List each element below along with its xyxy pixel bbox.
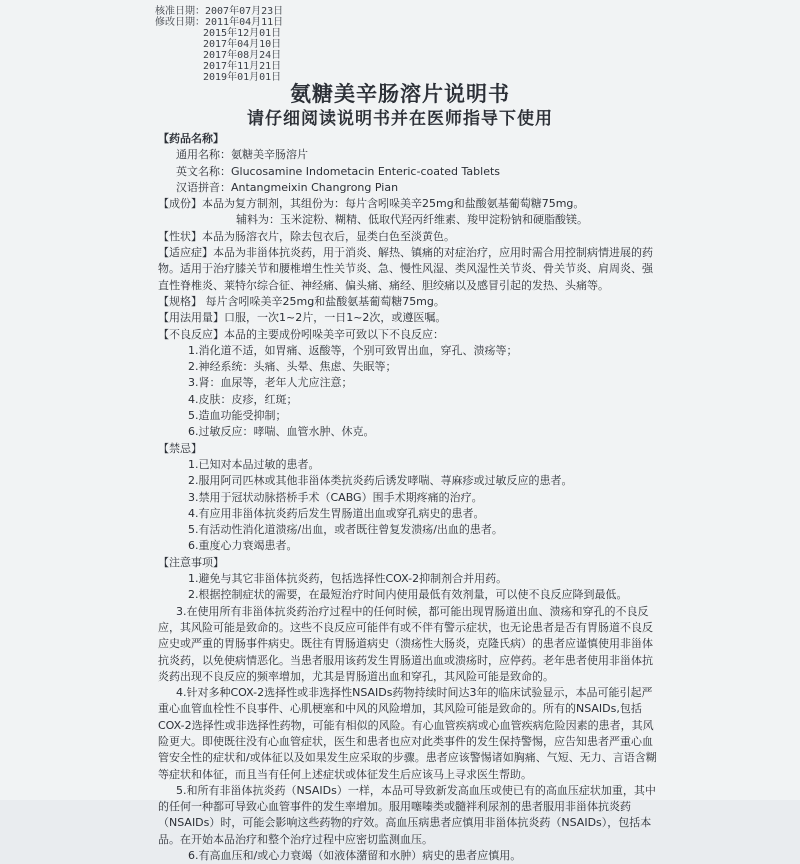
composition-line: 【成份】本品为复方制剂，其组份为：每片含吲哚美辛25mg和盐酸氨基葡萄糖75mg。 bbox=[158, 197, 585, 211]
list-item: 1.已知对本品过敏的患者。 bbox=[188, 457, 320, 471]
document-title: 氨糖美辛肠溶片说明书 bbox=[290, 82, 510, 106]
list-item: 3.禁用于冠状动脉搭桥手术（CABG）围手术期疼痛的治疗。 bbox=[188, 490, 483, 504]
pinyin-name: 汉语拼音：Antangmeixin Changrong Pian bbox=[176, 180, 399, 194]
list-item: 2.服用阿司匹林或其他非甾体类抗炎药后诱发哮喘、荨麻疹或过敏反应的患者。 bbox=[188, 474, 573, 488]
list-item: 2.根据控制症状的需要，在最短治疗时间内使用最低有效剂量，可以使不良反应降到最低。 bbox=[188, 588, 628, 602]
revision-date: 2017年08月24日 bbox=[203, 50, 282, 61]
list-item: 5.有活动性消化道溃疡/出血，或者既往曾复发溃疡/出血的患者。 bbox=[188, 523, 503, 537]
contraindications-header: 【禁忌】 bbox=[158, 441, 202, 455]
list-item: 1.避免与其它非甾体抗炎药，包括选择性COX-2抑制剂合并用药。 bbox=[188, 572, 508, 586]
section-header-drug-name: 【药品名称】 bbox=[158, 132, 224, 145]
revision-date: 2019年01月01日 bbox=[203, 72, 282, 83]
list-item: 6.重度心力衰竭患者。 bbox=[188, 539, 298, 553]
approval-date: 核准日期：2007年07月23日 bbox=[155, 6, 284, 17]
precautions-header: 【注意事项】 bbox=[158, 555, 224, 569]
english-name: 英文名称：Glucosamine Indometacin Enteric-coated Tablets bbox=[176, 164, 501, 178]
list-item: 2.神经系统：头痛、头晕、焦虑、失眠等； bbox=[188, 360, 397, 374]
list-item: 5.和所有非甾体抗炎药（NSAIDs）一样，本品可导致新发高血压或使已有的高血压症状加重，其中的任何一种都可导致心血管事件的发生率增加。服用噻嗪类或髓袢利尿剂的患者服用非甾体抗炎药（NSAIDs）时，可能会影响这些药物的疗效。高血压病患者应慎用非甾体抗炎药（NSAIDs），包括本品。在开始本品治疗和整个治疗过程中应密切监测血压。 bbox=[158, 783, 656, 846]
dosage-section: 【用法用量】口服，一次1~2片，一日1~2次，或遵医嘱。 bbox=[158, 311, 447, 325]
adverse-reactions-header: 【不良反应】本品的主要成份吲哚美辛可致以下不良反应： bbox=[158, 327, 444, 341]
indications-section: 【适应症】本品为非甾体抗炎药，用于消炎、解热、镇痛的对症治疗，应用时需合用控制病情进展的药物。适用于治疗膝关节和腰椎增生性关节炎、急、慢性风湿、类风湿性关节炎、骨关节炎、肩周炎、强直性脊椎炎、莱特尔综合征、神经痛、偏头痛、痛经、胆绞痛以及感冒引起的发热、头痛等。 bbox=[158, 246, 653, 292]
list-item: 6.有高血压和/或心力衰竭（如液体潴留和水肿）病史的患者应慎用。 bbox=[188, 849, 522, 863]
document-body bbox=[158, 131, 658, 864]
list-item: 5.造血功能受抑制； bbox=[188, 409, 287, 423]
character-section: 【性状】本品为肠溶衣片，除去包衣后，显类白色至淡黄色。 bbox=[158, 229, 455, 243]
common-name: 通用名称：氨糖美辛肠溶片 bbox=[176, 148, 308, 162]
revision-date: 修改日期：2011年04月11日 bbox=[155, 17, 284, 28]
list-item: 4.针对多种COX-2选择性或非选择性NSAIDs药物持续时间达3年的临床试验显示，本品可能引起严重心血管血栓性不良事件、心肌梗塞和中风的风险增加，其风险可能是致命的。所有的NSAIDs,包括COX-2选择性或非选择性药物，可能有相似的风险。有心血管疾病或心血管疾病危险因素的患者，其风险更大。即使既往没有心血管症状，医生和患者也应对此类事件的发生保持警惕，应告知患者严重心血管安全性的症状和/或体征以及如果发生应采取的步骤。患者应该警惕诸如胸痛、气短、无力、言语含糊等症状和体征，而且当有任何上述症状或体征发生后应该马上寻求医生帮助。 bbox=[158, 686, 657, 781]
revision-date: 2017年04月10日 bbox=[203, 39, 282, 50]
list-item: 6.过敏反应：哮喘、血管水肿、休克。 bbox=[188, 425, 375, 439]
list-item: 3.在使用所有非甾体抗炎药治疗过程中的任何时候，都可能出现胃肠道出血、溃疡和穿孔的不良反应，其风险可能是致命的。这些不良反应可能伴有或不伴有警示症状，也无论患者是否有胃肠道不良反应史或严重的胃肠事件病史。既往有胃肠道病史（溃疡性大肠炎，克隆氏病）的患者应谨慎使用非甾体抗炎药，以免使病情恶化。当患者服用该药发生胃肠道出血或溃疡时，应停药。老年患者使用非甾体抗炎药出现不良反应的频率增加，尤其是胃肠道出血和穿孔，其风险可能是致命的。 bbox=[158, 604, 653, 683]
specification-section: 【规格】 每片含吲哚美辛25mg和盐酸氨基葡萄糖75mg。 bbox=[158, 294, 445, 308]
document-subtitle: 请仔细阅读说明书并在医师指导下使用 bbox=[247, 109, 553, 129]
revision-date: 2017年11月21日 bbox=[203, 61, 282, 72]
revision-dates bbox=[155, 6, 283, 83]
list-item: 4.有应用非甾体抗炎药后发生胃肠道出血或穿孔病史的患者。 bbox=[188, 506, 485, 520]
list-item: 4.皮肤：皮疹，红斑； bbox=[188, 392, 298, 406]
list-item: 1.消化道不适，如胃痛、返酸等，个别可致胃出血，穿孔、溃疡等； bbox=[188, 343, 518, 357]
revision-date: 2015年12月01日 bbox=[203, 28, 282, 39]
list-item: 3.肾：血尿等，老年人尤应注意； bbox=[188, 376, 353, 390]
excipients-line: 辅料为：玉米淀粉、糊精、低取代羟丙纤维素、羧甲淀粉钠和硬脂酸镁。 bbox=[236, 213, 588, 227]
